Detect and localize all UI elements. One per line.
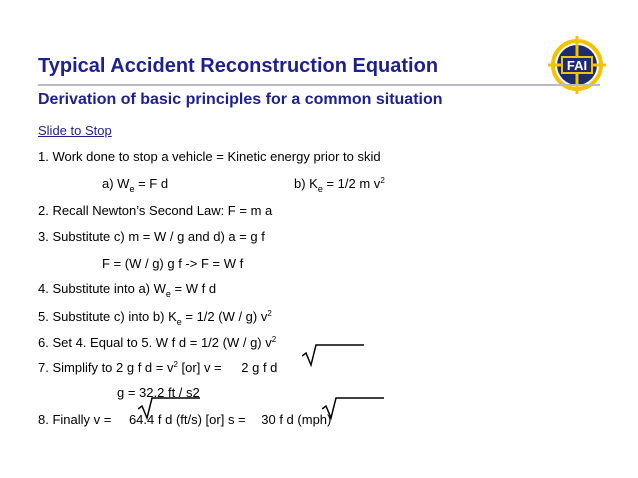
sqrt-symbol bbox=[302, 343, 364, 367]
slide-subtitle: Derivation of basic principles for a common situation bbox=[38, 91, 443, 108]
logo-text: FAI bbox=[566, 58, 588, 73]
line-1b: b) $K_e = 1/2$ m $v^2$ bbox=[294, 176, 385, 194]
line-2: 2. Recall Newton’s Second Law: F = m a bbox=[38, 203, 273, 218]
line-3: 3. Substitute c) m = W / g and d) a = g f bbox=[38, 229, 265, 244]
line-1a: a) $W_e = F$ d bbox=[102, 176, 169, 194]
slide-title: Typical Accident Reconstruction Equation bbox=[38, 55, 439, 77]
line-8: 8. Finally v = 64.4 f d (ft/s) [or] s = 30 f d (mph) bbox=[38, 412, 332, 427]
line-4: 4. Substitute into a) $W_e = W$ f d bbox=[38, 281, 217, 299]
slide-to-stop-link[interactable]: Slide to Stop bbox=[38, 123, 112, 138]
line-6: 6. Set 4. Equal to 5. W f d = 1/2 (W / g) $v^2$ bbox=[38, 335, 277, 350]
title-divider bbox=[38, 84, 600, 86]
line-1: 1. Work done to stop a vehicle = Kinetic energy prior to skid bbox=[38, 149, 381, 164]
line-7: 7. Simplify to 2 g f $d = v^2$ [or] v = 2 g f d bbox=[38, 360, 278, 375]
line-7b: g = 32.2 ft / s2 bbox=[117, 385, 200, 400]
line-5: 5. Substitute c) into b) $K_e = 1/2$ (W / g) $v^2$ bbox=[38, 309, 272, 327]
line-3b: F = (W / g) g f -> F = W f bbox=[102, 256, 244, 271]
